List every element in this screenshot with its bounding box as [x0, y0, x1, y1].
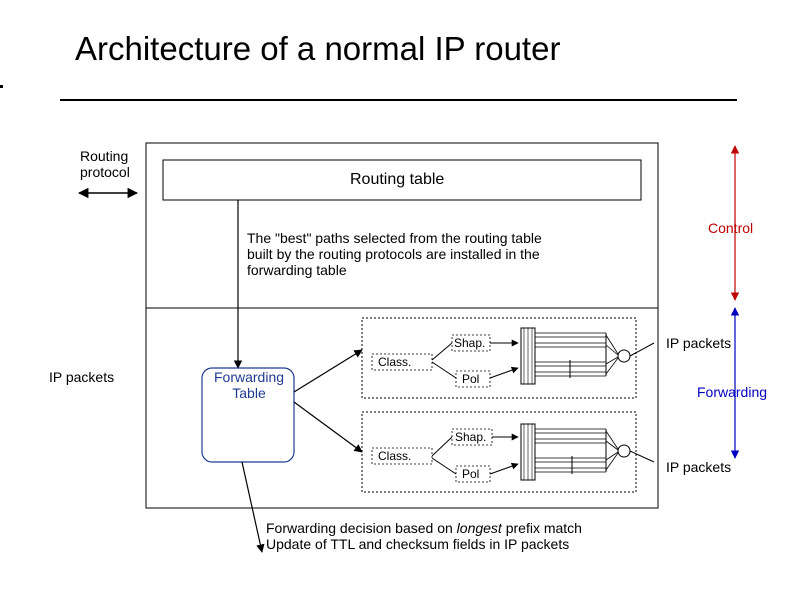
- forwarding-table-label: [205, 369, 293, 401]
- best-paths-line1: The "best" paths selected from the routing table: [247, 230, 542, 246]
- forwarding-decision-arrow: [242, 462, 262, 552]
- shap-bottom-label: Shap.: [455, 430, 487, 444]
- shap-top-label: Shap.: [454, 336, 486, 350]
- routing-table-label: Routing table: [350, 171, 445, 188]
- forwarding-table-line2: Table: [232, 385, 266, 401]
- pol-bottom-label: Pol: [462, 467, 480, 481]
- page-title: Architecture of a normal IP router: [75, 30, 561, 67]
- forwarding-decision-note: [266, 520, 582, 552]
- class-bottom-label: Class.: [378, 449, 412, 463]
- control-label: Control: [708, 220, 754, 236]
- ip-packets-in-label: IP packets: [49, 369, 115, 385]
- decision-line1-prefix: Forwarding decision based on: [266, 520, 457, 536]
- fwd-to-top-arrow: [294, 350, 362, 392]
- forwarding-table-line1: Forwarding: [213, 369, 285, 385]
- best-paths-line3: forwarding table: [247, 262, 347, 278]
- routing-protocol-label: [80, 148, 130, 180]
- forwarding-plane-box: [146, 308, 658, 508]
- best-paths-line2: built by the routing protocols are installed in the: [247, 246, 540, 262]
- class-top-label: Class.: [378, 355, 412, 369]
- forwarding-decision-line2: Update of TTL and checksum fields in IP packets: [266, 536, 570, 552]
- decision-line1-emphasis: longest: [456, 520, 502, 536]
- control-plane-box: [146, 143, 658, 308]
- routing-protocol-line1: Routing: [80, 148, 129, 164]
- forwarding-decision-line1: [266, 520, 582, 536]
- forwarding-label: Forwarding: [697, 384, 768, 400]
- decision-line1-suffix: prefix match: [501, 520, 582, 536]
- pol-top-label: Pol: [462, 372, 480, 386]
- routing-protocol-line2: protocol: [80, 164, 130, 180]
- fwd-to-bottom-arrow: [294, 402, 362, 452]
- ip-packets-out-top-label: IP packets: [666, 335, 732, 351]
- best-paths-note: [247, 230, 542, 278]
- ip-packets-out-bottom-label: IP packets: [666, 459, 732, 475]
